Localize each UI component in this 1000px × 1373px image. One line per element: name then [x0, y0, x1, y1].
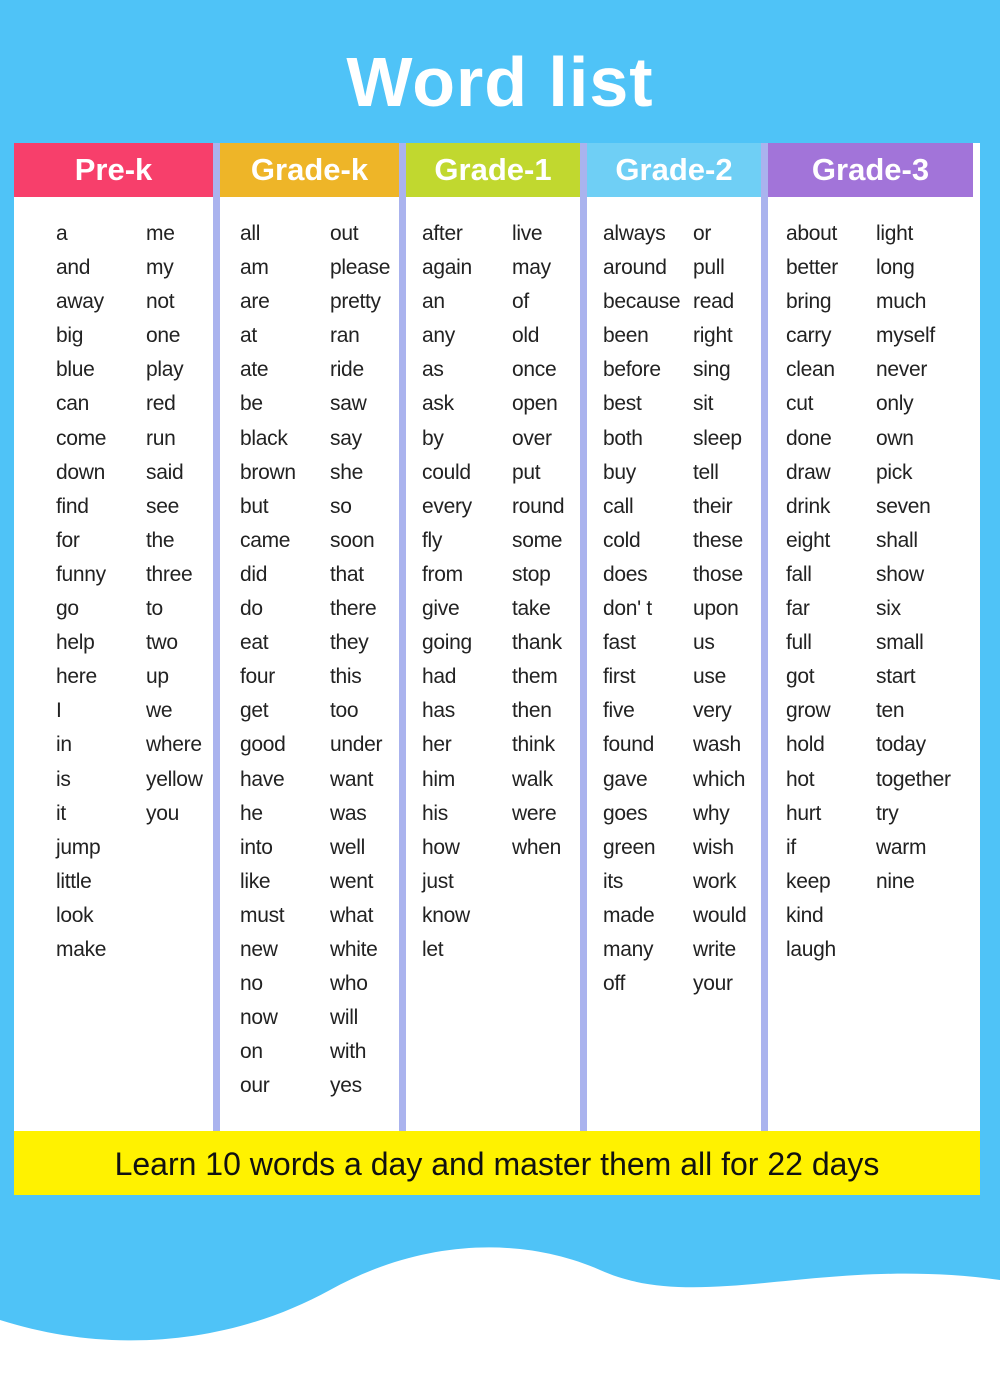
word-item: on	[240, 1040, 263, 1064]
word-item: our	[240, 1074, 270, 1098]
word-table	[14, 143, 980, 1131]
word-item: give	[422, 597, 460, 621]
word-item: this	[330, 665, 362, 689]
word-item: jump	[56, 835, 101, 859]
word-item: run	[146, 426, 176, 450]
word-item: with	[330, 1040, 367, 1064]
word-item: saw	[330, 392, 367, 416]
word-item: so	[330, 494, 352, 518]
word-item: blue	[56, 358, 95, 382]
word-item: I	[56, 699, 62, 723]
word-item: call	[603, 494, 634, 518]
word-item: read	[693, 290, 734, 314]
word-item: going	[422, 631, 472, 655]
word-item: cold	[603, 528, 641, 552]
word-item: you	[146, 801, 179, 825]
word-item: full	[786, 631, 812, 655]
word-item: wash	[693, 733, 741, 757]
column-header-grade-3: Grade-3	[768, 143, 973, 197]
word-item: look	[56, 903, 94, 927]
word-list-left	[768, 217, 876, 967]
word-item: once	[512, 358, 557, 382]
word-list-left	[406, 217, 512, 967]
word-item: your	[693, 972, 733, 996]
word-item: small	[876, 631, 924, 655]
word-item: warm	[876, 835, 927, 859]
word-list-left	[220, 217, 330, 1103]
word-item: start	[876, 665, 916, 689]
word-item: don' t	[603, 597, 652, 621]
word-item: would	[693, 903, 747, 927]
column-body-grade-2	[587, 197, 761, 1001]
word-item: carry	[786, 324, 832, 348]
word-item: they	[330, 631, 369, 655]
word-item: see	[146, 494, 179, 518]
word-item: first	[603, 665, 636, 689]
word-item: are	[240, 290, 270, 314]
word-item: white	[330, 937, 378, 961]
word-item: make	[56, 937, 107, 961]
word-item: too	[330, 699, 359, 723]
word-item: right	[693, 324, 733, 348]
word-item: no	[240, 972, 263, 996]
word-item: to	[146, 597, 163, 621]
word-item: good	[240, 733, 286, 757]
word-item: all	[240, 222, 261, 245]
word-item: grow	[786, 699, 831, 723]
word-item: well	[330, 835, 365, 859]
word-item: of	[512, 290, 529, 314]
word-item: ran	[330, 324, 360, 348]
word-item: in	[56, 733, 72, 757]
word-item: funny	[56, 562, 106, 586]
column-grade-2	[587, 143, 768, 1131]
footer-banner: Learn 10 words a day and master them all for 22 days	[14, 1131, 980, 1195]
page-title: Word list	[346, 43, 654, 121]
word-list-right	[330, 217, 396, 1103]
word-item: seven	[876, 494, 931, 518]
word-item: down	[56, 460, 106, 484]
word-item: ten	[876, 699, 905, 723]
column-grade-3	[768, 143, 973, 1131]
word-item: please	[330, 256, 391, 280]
word-item: red	[146, 392, 176, 416]
word-item: do	[240, 597, 263, 621]
word-item: try	[876, 801, 899, 825]
word-item: under	[330, 733, 383, 757]
word-item: were	[512, 801, 557, 825]
word-item: open	[512, 392, 558, 416]
word-item: new	[240, 937, 278, 961]
word-item: these	[693, 528, 743, 552]
word-item: goes	[603, 801, 648, 825]
word-item: eat	[240, 631, 269, 655]
column-header-grade-k: Grade-k	[220, 143, 399, 197]
wave-decoration	[0, 1195, 1000, 1373]
word-item: know	[422, 903, 470, 927]
word-item: up	[146, 665, 169, 689]
word-item: could	[422, 460, 471, 484]
word-item: draw	[786, 460, 831, 484]
word-item: must	[240, 903, 285, 927]
word-item: where	[146, 733, 202, 757]
word-item: him	[422, 767, 455, 791]
word-list-right	[693, 217, 759, 1001]
word-item: wish	[693, 835, 734, 859]
word-item: my	[146, 256, 174, 280]
word-item: want	[330, 767, 374, 791]
word-item: out	[330, 222, 359, 245]
word-item: pick	[876, 460, 913, 484]
word-item: may	[512, 256, 551, 280]
word-item: both	[603, 426, 643, 450]
word-item: myself	[876, 324, 935, 348]
word-item: ate	[240, 358, 269, 382]
word-item: live	[512, 222, 543, 245]
word-item: as	[422, 358, 444, 382]
word-item: together	[876, 767, 951, 791]
word-item: am	[240, 256, 269, 280]
word-item: let	[422, 937, 444, 961]
word-item: before	[603, 358, 661, 382]
word-item: show	[876, 562, 924, 586]
word-item: nine	[876, 869, 915, 893]
word-item: better	[786, 256, 838, 280]
word-item: little	[56, 869, 92, 893]
word-item: now	[240, 1006, 278, 1030]
word-item: fall	[786, 562, 812, 586]
word-item: got	[786, 665, 815, 689]
word-item: drink	[786, 494, 831, 518]
word-item: black	[240, 426, 288, 450]
word-item: come	[56, 426, 107, 450]
word-item: stop	[512, 562, 551, 586]
word-item: again	[422, 256, 472, 280]
word-item: like	[240, 869, 271, 893]
word-item: over	[512, 426, 552, 450]
word-item: then	[512, 699, 552, 723]
word-item: put	[512, 460, 541, 484]
word-item: an	[422, 290, 445, 314]
column-grade-1	[406, 143, 587, 1131]
word-item: big	[56, 324, 84, 348]
column-header-grade-1: Grade-1	[406, 143, 580, 197]
word-item: round	[512, 494, 565, 518]
word-item: brown	[240, 460, 296, 484]
word-item: its	[603, 869, 624, 893]
word-item: ask	[422, 392, 454, 416]
word-item: many	[603, 937, 654, 961]
word-item: upon	[693, 597, 739, 621]
word-item: five	[603, 699, 635, 723]
word-item: walk	[512, 767, 553, 791]
word-item: made	[603, 903, 655, 927]
word-list-right	[512, 217, 578, 967]
word-item: old	[512, 324, 540, 348]
word-item: cut	[786, 392, 814, 416]
word-list-left	[14, 217, 146, 967]
word-item: how	[422, 835, 460, 859]
word-item: is	[56, 767, 71, 791]
word-item: fast	[603, 631, 636, 655]
word-item: what	[330, 903, 374, 927]
word-item: if	[786, 835, 796, 859]
column-body-grade-3	[768, 197, 973, 967]
word-item: very	[693, 699, 732, 723]
word-item: does	[603, 562, 648, 586]
word-item: find	[56, 494, 89, 518]
word-item: two	[146, 631, 178, 655]
word-item: only	[876, 392, 914, 416]
word-item: gave	[603, 767, 648, 791]
word-item: a	[56, 222, 68, 245]
word-item: the	[146, 528, 175, 552]
word-item: because	[603, 290, 681, 314]
word-item: laugh	[786, 937, 836, 961]
word-item: can	[56, 392, 89, 416]
word-item: light	[876, 222, 914, 245]
word-item: and	[56, 256, 91, 280]
word-item: buy	[603, 460, 636, 484]
word-item: go	[56, 597, 79, 621]
word-item: today	[876, 733, 926, 757]
word-item: them	[512, 665, 558, 689]
word-item: play	[146, 358, 184, 382]
word-item: not	[146, 290, 175, 314]
word-item: best	[603, 392, 642, 416]
word-item: who	[330, 972, 368, 996]
word-item: keep	[786, 869, 831, 893]
word-item: never	[876, 358, 928, 382]
word-item: thank	[512, 631, 562, 655]
word-item: pretty	[330, 290, 381, 314]
word-item: say	[330, 426, 362, 450]
word-item: why	[693, 801, 730, 825]
word-item: hurt	[786, 801, 821, 825]
word-item: six	[876, 597, 901, 621]
word-item: came	[240, 528, 291, 552]
word-item: hold	[786, 733, 825, 757]
word-item: that	[330, 562, 364, 586]
word-item: always	[603, 222, 666, 245]
word-item: went	[330, 869, 374, 893]
word-item: she	[330, 460, 363, 484]
word-item: for	[56, 528, 80, 552]
word-item: any	[422, 324, 455, 348]
word-item: sit	[693, 392, 714, 416]
word-item: been	[603, 324, 649, 348]
word-item: just	[422, 869, 454, 893]
word-item: long	[876, 256, 915, 280]
word-item: some	[512, 528, 563, 552]
word-item: one	[146, 324, 181, 348]
word-item: us	[693, 631, 715, 655]
word-item: far	[786, 597, 810, 621]
column-header-pre-k: Pre-k	[14, 143, 213, 197]
word-item: use	[693, 665, 726, 689]
word-item: me	[146, 222, 175, 245]
word-item: did	[240, 562, 268, 586]
word-item: there	[330, 597, 377, 621]
word-item: those	[693, 562, 743, 586]
word-item: tell	[693, 460, 719, 484]
column-pre-k	[14, 143, 220, 1131]
word-item: have	[240, 767, 285, 791]
word-item: when	[512, 835, 562, 859]
word-item: three	[146, 562, 193, 586]
word-list-right	[876, 217, 966, 967]
word-item: but	[240, 494, 269, 518]
word-item: will	[330, 1006, 358, 1030]
word-item: after	[422, 222, 463, 245]
word-item: or	[693, 222, 712, 245]
word-item: at	[240, 324, 257, 348]
word-item: eight	[786, 528, 831, 552]
word-item: their	[693, 494, 733, 518]
word-item: get	[240, 699, 269, 723]
word-item: away	[56, 290, 104, 314]
word-item: sing	[693, 358, 731, 382]
word-item: help	[56, 631, 95, 655]
word-list-left	[587, 217, 693, 1001]
word-item: has	[422, 699, 455, 723]
word-item: into	[240, 835, 273, 859]
word-item: green	[603, 835, 656, 859]
word-item: think	[512, 733, 555, 757]
word-item: yellow	[146, 767, 203, 791]
word-item: which	[693, 767, 746, 791]
column-body-grade-k	[220, 197, 399, 1103]
word-item: ride	[330, 358, 364, 382]
word-item: pull	[693, 256, 725, 280]
word-item: found	[603, 733, 655, 757]
word-item: was	[330, 801, 367, 825]
word-item: his	[422, 801, 448, 825]
word-item: bring	[786, 290, 832, 314]
word-item: it	[56, 801, 66, 825]
column-grade-k	[220, 143, 406, 1131]
column-body-grade-1	[406, 197, 580, 967]
word-item: off	[603, 972, 626, 996]
word-item: hot	[786, 767, 815, 791]
word-item: yes	[330, 1074, 362, 1098]
column-header-grade-2: Grade-2	[587, 143, 761, 197]
word-item: every	[422, 494, 472, 518]
word-item: shall	[876, 528, 918, 552]
word-item: here	[56, 665, 97, 689]
word-item: by	[422, 426, 444, 450]
word-item: had	[422, 665, 457, 689]
word-item: fly	[422, 528, 443, 552]
word-item: much	[876, 290, 927, 314]
word-item: around	[603, 256, 667, 280]
word-item: work	[693, 869, 737, 893]
word-item: he	[240, 801, 263, 825]
word-item: done	[786, 426, 832, 450]
word-item: kind	[786, 903, 824, 927]
word-item: take	[512, 597, 551, 621]
word-item: said	[146, 460, 184, 484]
word-item: be	[240, 392, 263, 416]
word-item: write	[693, 937, 736, 961]
word-item: sleep	[693, 426, 742, 450]
word-item: own	[876, 426, 914, 450]
column-body-pre-k	[14, 197, 213, 967]
word-item: four	[240, 665, 275, 689]
word-item: from	[422, 562, 463, 586]
word-item: about	[786, 222, 838, 245]
word-item: we	[146, 699, 173, 723]
word-item: clean	[786, 358, 835, 382]
word-item: soon	[330, 528, 375, 552]
word-item: her	[422, 733, 452, 757]
word-list-right	[146, 217, 206, 967]
